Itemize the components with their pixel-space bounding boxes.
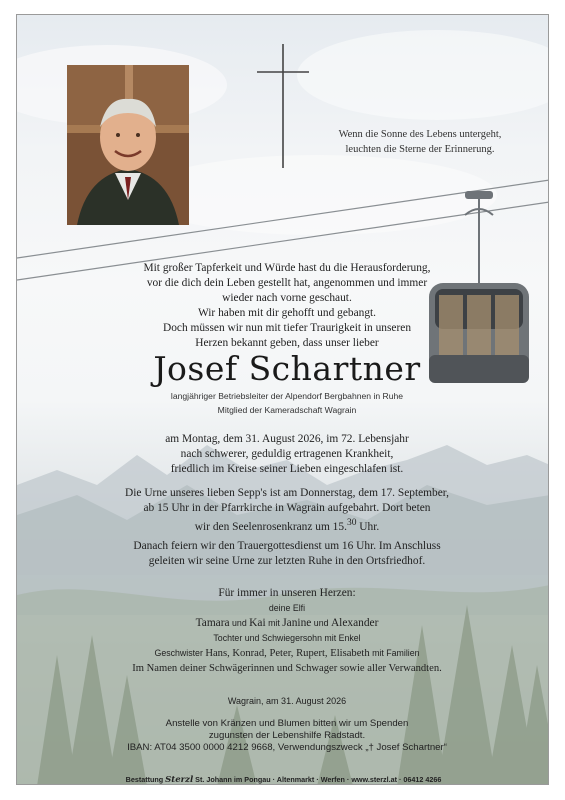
connector-text: und xyxy=(311,618,331,628)
connector-text: mit xyxy=(265,618,283,628)
children-subtitle: Tochter und Schwiegersohn mit Enkel xyxy=(213,633,361,643)
child-name: Tamara xyxy=(195,617,230,629)
iban-line: IBAN: AT04 3500 0000 4212 9668, Verwendungszweck „† Josef Schartner“ xyxy=(127,742,447,753)
grandchild-name: Alexander xyxy=(330,617,379,629)
death-notice xyxy=(77,432,497,477)
deceased-name: Josef Schartner xyxy=(153,349,421,388)
role-line: Mitglied der Kameradschaft Wagrain xyxy=(217,405,357,415)
cross-icon xyxy=(255,42,311,170)
intro-line: Doch müssen wir nun mit tiefer Traurigkeit in unseren xyxy=(162,322,412,334)
siblings-names: Hans, Konrad, Peter, Rupert, Elisabeth xyxy=(205,648,370,659)
donation-line: zugunsten der Lebenshilfe Radstadt. xyxy=(208,730,366,741)
child-name: Kai xyxy=(249,617,266,629)
footer-contact: St. Johann im Pongau · Altenmarkt · Werfen · www.sterzl.at · 06412 4266 xyxy=(193,775,442,784)
relatives-line: Im Namen deiner Schwägerinnen und Schwager sowie aller Verwandten. xyxy=(132,663,442,674)
portrait-photo xyxy=(67,65,189,225)
service-line: geleiten wir seine Urne zur letzten Ruhe in den Ortsfriedhof. xyxy=(148,555,426,567)
donation-line: Anstelle von Kränzen und Blumen bitten wir um Spenden xyxy=(165,718,409,729)
quote-line: Wenn die Sonne des Lebens untergeht, xyxy=(338,129,502,140)
death-line: friedlich im Kreise seiner Lieben eingeschlafen ist. xyxy=(170,463,404,475)
rosary-time-minutes: 30 xyxy=(346,518,357,528)
urn-viewing-info xyxy=(77,486,497,535)
intro-line: Wir haben mit dir gehofft und gebangt. xyxy=(197,307,377,319)
children-line xyxy=(77,616,497,631)
place-and-date: Wagrain, am 31. August 2026 xyxy=(227,696,347,706)
intro-line: vor die dich dein Leben gestellt hat, angenommen und immer xyxy=(146,277,428,289)
quote-line: leuchten die Sterne der Erinnerung. xyxy=(345,144,495,155)
intro-line: Mit großer Tapferkeit und Würde hast du die Herausforderung, xyxy=(143,262,431,274)
death-line: am Montag, dem 31. August 2026, im 72. Lebensjahr xyxy=(165,433,409,445)
obituary-frame xyxy=(16,14,549,785)
donation-request xyxy=(77,718,497,754)
memorial-quote xyxy=(305,127,535,157)
grandchild-name: Janine xyxy=(282,617,312,629)
role-line: langjähriger Betriebsleiter der Alpendorf Bergbahnen in Ruhe xyxy=(170,391,404,401)
deceased-roles xyxy=(77,389,497,417)
mourners-heading: Für immer in unseren Herzen: xyxy=(218,587,356,599)
siblings-line xyxy=(77,646,497,661)
intro-line: Herzen bekannt geben, dass unser lieber xyxy=(195,337,379,349)
service-line: Danach feiern wir den Trauergottesdienst um 16 Uhr. Im Anschluss xyxy=(133,540,441,552)
funeral-home-footer xyxy=(17,775,549,785)
footer-prefix: Bestattung xyxy=(125,775,166,784)
connector-text: und xyxy=(229,618,250,628)
funeral-service-info xyxy=(77,539,497,569)
funeral-home-logo: Sterzl xyxy=(165,775,194,785)
siblings-prefix: Geschwister xyxy=(154,648,206,658)
urn-line xyxy=(77,516,497,535)
intro-text xyxy=(77,261,497,351)
rosary-time-suffix: Uhr. xyxy=(356,520,380,533)
death-line: nach schwerer, geduldig ertragenen Krankheit, xyxy=(180,448,394,460)
intro-line: wieder nach vorne geschaut. xyxy=(222,292,352,304)
portrait-illustration xyxy=(67,65,189,225)
siblings-suffix: mit Familien xyxy=(369,648,420,658)
spouse-name: deine Elfi xyxy=(268,603,306,613)
rosary-time-text: wir den Seelenrosenkranz um 15. xyxy=(194,520,347,533)
urn-line: ab 15 Uhr in der Pfarrkirche in Wagrain aufgebahrt. Dort beten xyxy=(143,502,431,514)
mourners-list xyxy=(77,586,497,676)
urn-line: Die Urne unseres lieben Sepp's ist am Donnerstag, dem 17. September, xyxy=(125,487,449,499)
